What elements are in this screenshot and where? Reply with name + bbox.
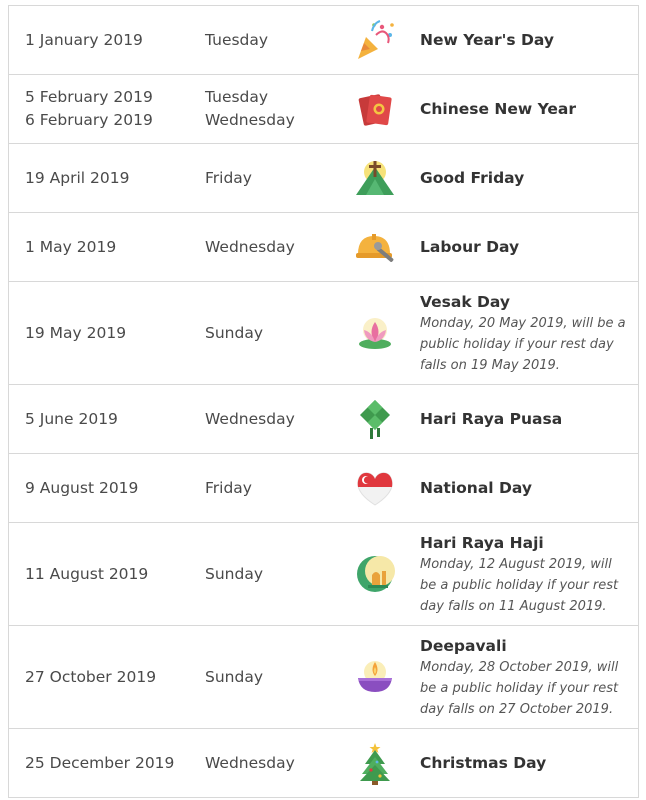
- date-cell: [9, 666, 205, 689]
- day-cell: [205, 86, 330, 132]
- holiday-name: Chinese New Year: [420, 100, 577, 118]
- date-text: 5 February 2019: [25, 88, 153, 106]
- day-cell: [205, 666, 330, 689]
- table-row: [9, 143, 638, 212]
- holiday-cell: [420, 291, 638, 376]
- date-text: 19 April 2019: [25, 168, 130, 187]
- holiday-name: National Day: [420, 479, 532, 497]
- table-row: [9, 212, 638, 281]
- holiday-cell: [420, 532, 638, 617]
- date-text: 19 May 2019: [25, 323, 127, 342]
- day-text: Wednesday: [205, 111, 295, 129]
- holiday-cell: [420, 752, 638, 774]
- date-cell: [9, 29, 205, 52]
- holiday-name: Hari Raya Puasa: [420, 410, 563, 428]
- holiday-name: Hari Raya Haji: [420, 533, 544, 552]
- holiday-name: Christmas Day: [420, 754, 547, 772]
- mosque-crescent-icon: [330, 551, 420, 597]
- table-row: [9, 281, 638, 384]
- day-cell: [205, 477, 330, 500]
- holiday-name: Vesak Day: [420, 292, 511, 311]
- day-cell: [205, 167, 330, 190]
- date-text: 11 August 2019: [25, 564, 149, 583]
- holiday-cell: [420, 477, 638, 499]
- date-cell: [9, 236, 205, 259]
- oil-lamp-icon: [330, 654, 420, 700]
- day-text: Sunday: [205, 323, 263, 342]
- red-packet-icon: [330, 86, 420, 132]
- date-cell: [9, 167, 205, 190]
- date-text: 9 August 2019: [25, 478, 139, 497]
- date-cell: [9, 563, 205, 586]
- ketupat-icon: [330, 396, 420, 442]
- day-text: Sunday: [205, 564, 263, 583]
- table-row: [9, 384, 638, 453]
- holiday-cell: [420, 236, 638, 258]
- day-text: Friday: [205, 478, 252, 497]
- day-text: Tuesday: [205, 30, 269, 49]
- date-cell: [9, 408, 205, 431]
- date-text: 27 October 2019: [25, 667, 157, 686]
- holiday-cell: [420, 408, 638, 430]
- party-popper-icon: [330, 17, 420, 63]
- day-text: Tuesday: [205, 88, 269, 106]
- date-cell: [9, 322, 205, 345]
- day-text: Wednesday: [205, 409, 295, 428]
- table-row: [9, 728, 638, 797]
- day-text: Friday: [205, 168, 252, 187]
- holiday-cell: [420, 29, 638, 51]
- holiday-note: Monday, 28 October 2019, will be a public holiday if your rest day falls on 27 October 2019.: [420, 659, 619, 717]
- holiday-note: Monday, 20 May 2019, will be a public holiday if your rest day falls on 19 May 2019.: [420, 315, 626, 373]
- holiday-name: Good Friday: [420, 169, 525, 187]
- holiday-cell: [420, 98, 638, 120]
- singapore-heart-icon: [330, 465, 420, 511]
- lotus-icon: [330, 310, 420, 356]
- holiday-name: Deepavali: [420, 636, 507, 655]
- day-cell: [205, 563, 330, 586]
- holiday-name: Labour Day: [420, 238, 520, 256]
- holiday-name: New Year's Day: [420, 31, 554, 49]
- table-row: [9, 522, 638, 625]
- date-cell: [9, 477, 205, 500]
- date-text: 5 June 2019: [25, 409, 118, 428]
- holiday-table: [8, 5, 639, 798]
- date-text: 1 January 2019: [25, 30, 143, 49]
- day-text: Wednesday: [205, 237, 295, 256]
- table-row: [9, 74, 638, 143]
- day-text: Sunday: [205, 667, 263, 686]
- date-cell: [9, 752, 205, 775]
- day-cell: [205, 322, 330, 345]
- date-cell: [9, 86, 205, 132]
- day-cell: [205, 752, 330, 775]
- table-row: [9, 625, 638, 728]
- date-text: 1 May 2019: [25, 237, 117, 256]
- table-row: [9, 6, 638, 74]
- day-text: Wednesday: [205, 753, 295, 772]
- day-cell: [205, 236, 330, 259]
- table-row: [9, 453, 638, 522]
- day-cell: [205, 408, 330, 431]
- christmas-tree-icon: [330, 740, 420, 786]
- cross-on-hill-icon: [330, 155, 420, 201]
- holiday-note: Monday, 12 August 2019, will be a public holiday if your rest day falls on 11 August 2019.: [420, 556, 619, 614]
- holiday-cell: [420, 635, 638, 720]
- date-text: 25 December 2019: [25, 753, 175, 772]
- hard-hat-wrench-icon: [330, 224, 420, 270]
- day-cell: [205, 29, 330, 52]
- holiday-cell: [420, 167, 638, 189]
- date-text: 6 February 2019: [25, 111, 153, 129]
